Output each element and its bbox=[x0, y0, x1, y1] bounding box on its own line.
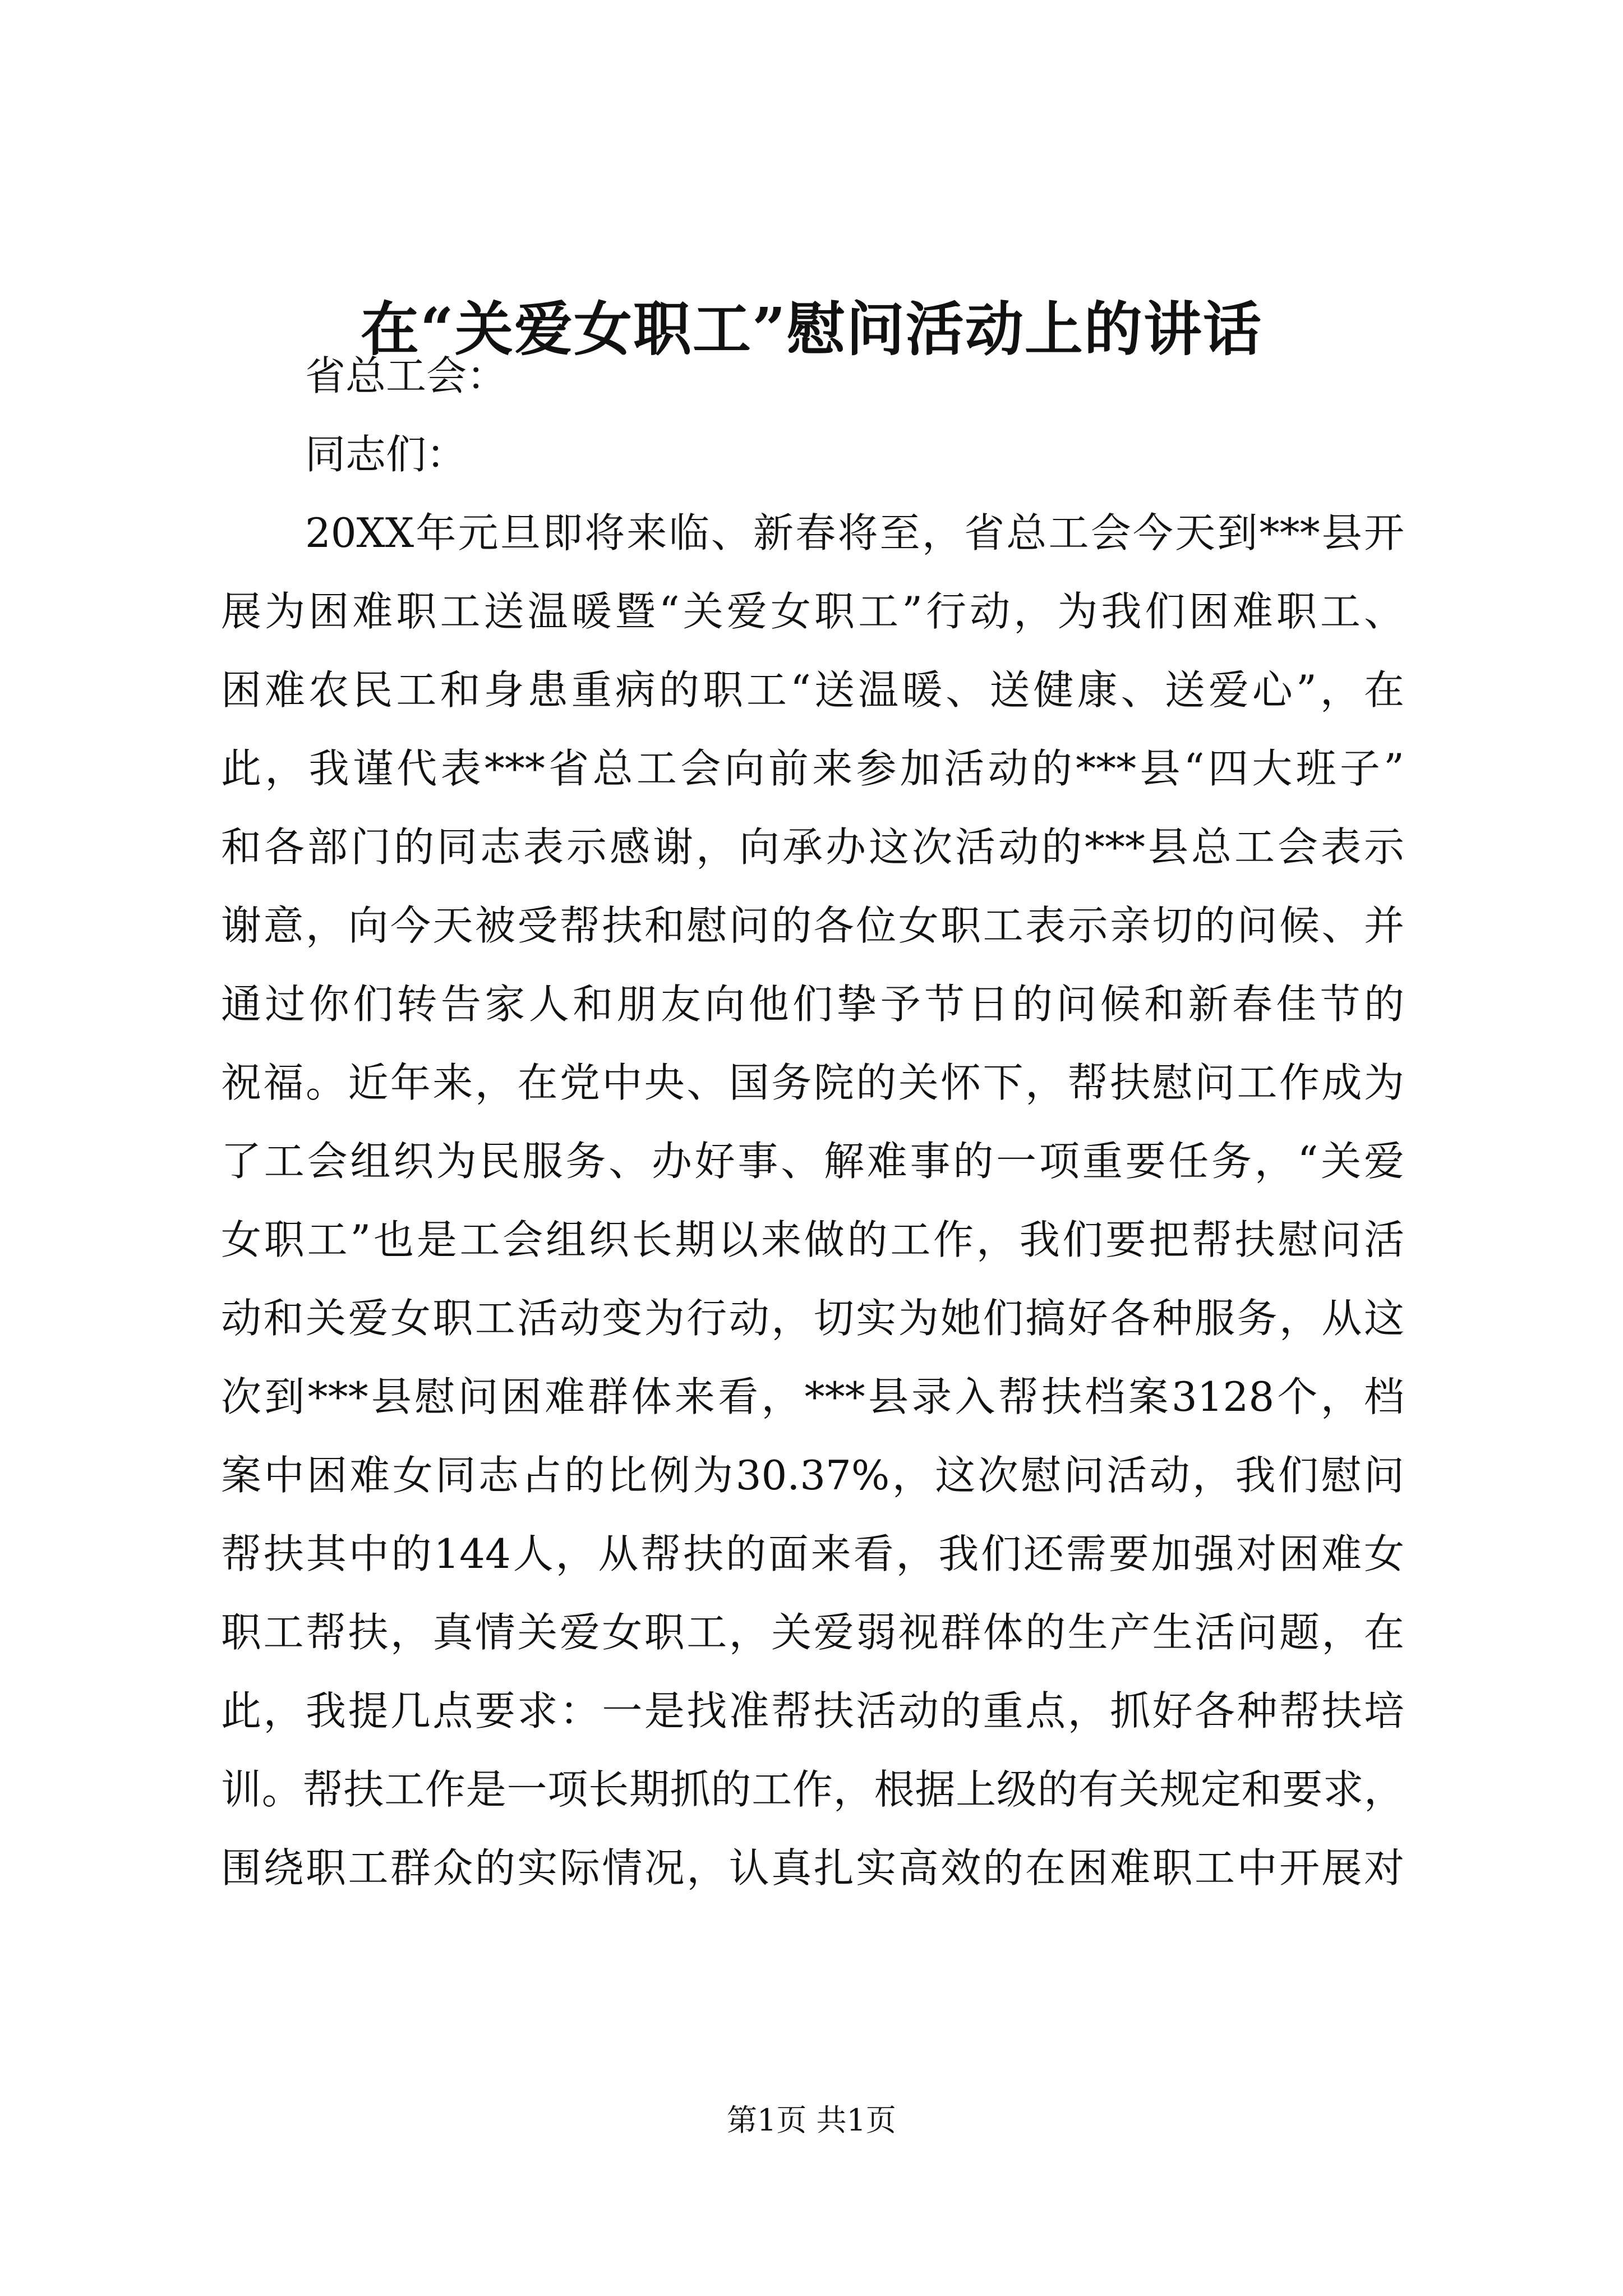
paragraph-line: 案中困难女同志占的比例为30.37%，这次慰问活动，我们慰问 bbox=[221, 1452, 1404, 1499]
paragraph-line: 谢意，向今天被受帮扶和慰问的各位女职工表示亲切的问候、并 bbox=[221, 902, 1404, 949]
salutation-line: 同志们： bbox=[305, 431, 467, 478]
paragraph-line: 祝福。近年来，在党中央、国务院的关怀下，帮扶慰问工作成为 bbox=[221, 1059, 1404, 1106]
paragraph-line: 帮扶其中的144人，从帮扶的面来看，我们还需要加强对困难女 bbox=[221, 1530, 1404, 1577]
paragraph-line: 和各部门的同志表示感谢，向承办这次活动的***县总工会表示 bbox=[221, 823, 1404, 871]
document-title: 在“关爱女职工”慰问活动上的讲话 bbox=[361, 295, 1262, 364]
paragraph-line: 展为困难职工送温暖暨“关爱女职工”行动，为我们困难职工、 bbox=[221, 588, 1404, 635]
paragraph-line: 通过你们转告家人和朋友向他们挚予节日的问候和新春佳节的 bbox=[221, 981, 1404, 1028]
paragraph-line: 了工会组织为民服务、办好事、解难事的一项重要任务，“关爱 bbox=[221, 1138, 1404, 1185]
salutation-line: 省总工会： bbox=[305, 352, 508, 399]
paragraph-line: 20XX年元旦即将来临、新春将至，省总工会今天到***县开 bbox=[305, 509, 1404, 556]
document-body bbox=[221, 337, 1404, 1907]
page-footer: 第1页 共1页 bbox=[727, 2102, 896, 2138]
paragraph-line: 此，我提几点要求：一是找准帮扶活动的重点，抓好各种帮扶培 bbox=[221, 1687, 1404, 1734]
paragraph-line: 次到***县慰问困难群体来看，***县录入帮扶档案3128个，档 bbox=[221, 1373, 1404, 1420]
paragraph-line: 训。帮扶工作是一项长期抓的工作，根据上级的有关规定和要求， bbox=[221, 1766, 1404, 1813]
paragraph-line: 职工帮扶，真情关爱女职工，关爱弱视群体的生产生活问题，在 bbox=[221, 1609, 1404, 1656]
paragraph-line: 围绕职工群众的实际情况，认真扎实高效的在困难职工中开展对 bbox=[221, 1844, 1404, 1892]
paragraph-line: 此，我谨代表***省总工会向前来参加活动的***县“四大班子” bbox=[221, 745, 1404, 792]
paragraph-line: 女职工”也是工会组织长期以来做的工作，我们要把帮扶慰问活 bbox=[221, 1216, 1404, 1263]
paragraph-line: 困难农民工和身患重病的职工“送温暖、送健康、送爱心”，在 bbox=[221, 666, 1404, 714]
paragraph-line: 动和关爱女职工活动变为行动，切实为她们搞好各种服务，从这 bbox=[221, 1295, 1404, 1342]
